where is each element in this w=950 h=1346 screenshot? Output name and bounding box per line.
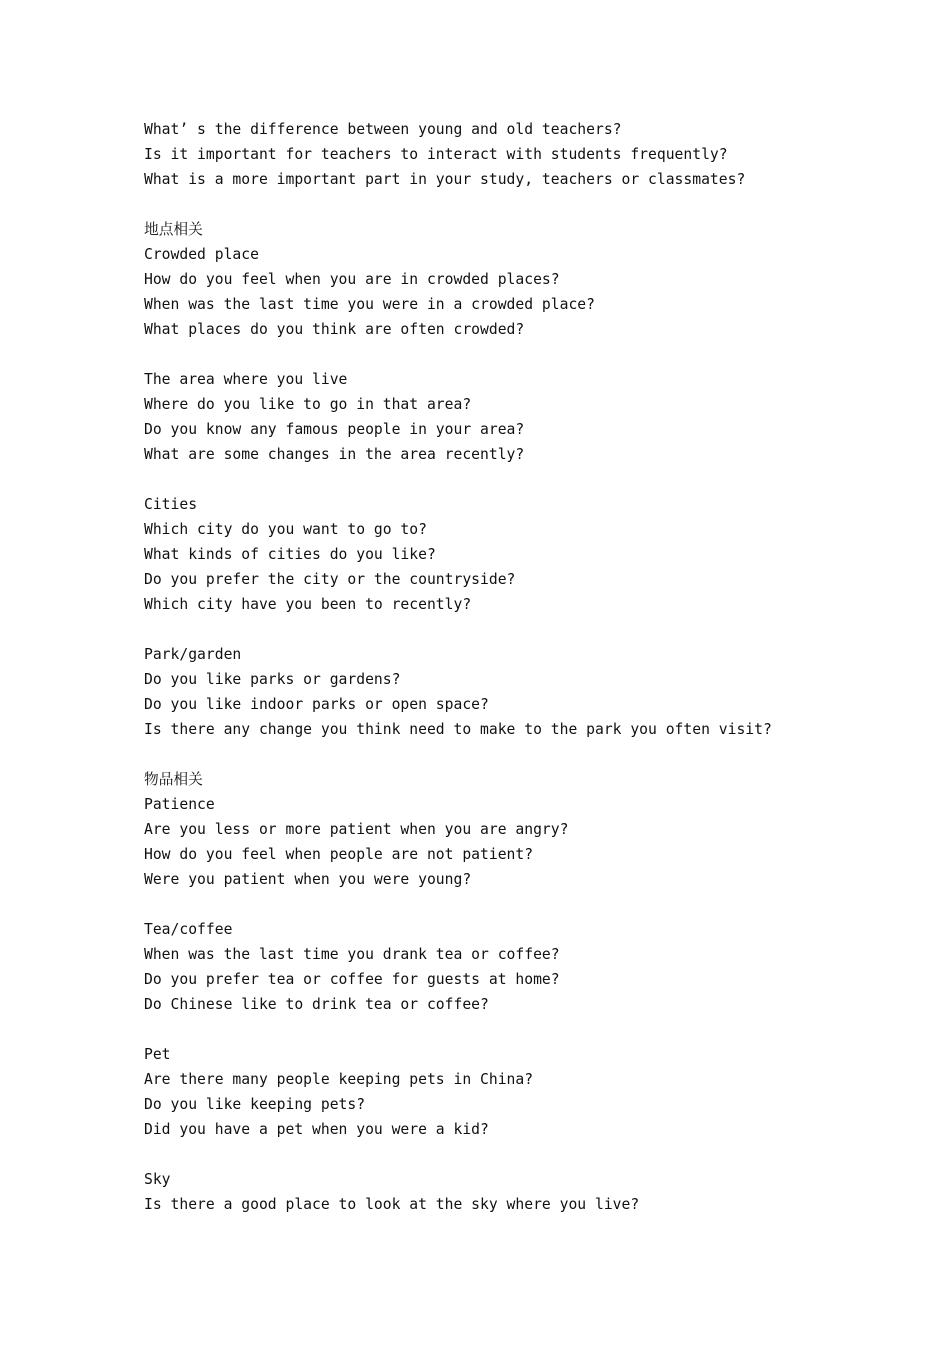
section-spacer — [144, 467, 934, 492]
question-line: What is a more important part in your study, teachers or classmates? — [144, 171, 746, 188]
section-spacer — [144, 892, 934, 917]
question-line: Do you prefer the city or the countryside? — [144, 571, 516, 588]
question-line: How do you feel when you are in crowded places? — [144, 271, 560, 288]
question-line: Do you like indoor parks or open space? — [144, 696, 489, 713]
section-spacer — [144, 742, 934, 767]
topic-title: Sky — [144, 1171, 171, 1188]
section-spacer — [144, 192, 934, 217]
question-line: Are there many people keeping pets in China? — [144, 1071, 534, 1088]
question-section — [144, 367, 934, 467]
section-spacer — [144, 617, 934, 642]
section-spacer — [144, 1142, 934, 1167]
question-line: When was the last time you were in a crowded place? — [144, 296, 595, 313]
topic-title: Cities — [144, 496, 198, 513]
question-line: Is there any change you think need to make to the park you often visit? — [144, 721, 772, 738]
question-section — [144, 642, 934, 742]
question-line: Is there a good place to look at the sky where you live? — [144, 1196, 640, 1213]
topic-title: Patience — [144, 796, 215, 813]
question-section — [144, 1042, 934, 1142]
category-heading: 物品相关 — [144, 771, 203, 788]
question-line: Which city do you want to go to? — [144, 521, 427, 538]
question-line: Where do you like to go in that area? — [144, 396, 472, 413]
document-body — [144, 117, 934, 1217]
question-section — [144, 217, 934, 342]
question-section — [144, 917, 934, 1017]
question-section — [144, 1167, 934, 1217]
question-section — [144, 492, 934, 617]
question-line: Is it important for teachers to interact with students frequently? — [144, 146, 728, 163]
question-line: Do Chinese like to drink tea or coffee? — [144, 996, 489, 1013]
topic-title: Pet — [144, 1046, 171, 1063]
topic-title: The area where you live — [144, 371, 348, 388]
question-line: What kinds of cities do you like? — [144, 546, 436, 563]
section-spacer — [144, 342, 934, 367]
category-heading: 地点相关 — [144, 221, 203, 238]
question-line: When was the last time you drank tea or coffee? — [144, 946, 560, 963]
topic-title: Park/garden — [144, 646, 242, 663]
question-line: Do you prefer tea or coffee for guests at home? — [144, 971, 560, 988]
question-line: Were you patient when you were young? — [144, 871, 472, 888]
question-line: How do you feel when people are not patient? — [144, 846, 534, 863]
question-line: Do you like parks or gardens? — [144, 671, 401, 688]
question-line: What places do you think are often crowded? — [144, 321, 525, 338]
question-line: Did you have a pet when you were a kid? — [144, 1121, 489, 1138]
topic-title: Tea/coffee — [144, 921, 233, 938]
question-section — [144, 767, 934, 892]
question-line: What’ s the difference between young and old teachers? — [144, 121, 622, 138]
section-spacer — [144, 1017, 934, 1042]
question-line: What are some changes in the area recently? — [144, 446, 525, 463]
question-line: Do you like keeping pets? — [144, 1096, 366, 1113]
question-line: Are you less or more patient when you are angry? — [144, 821, 569, 838]
question-section — [144, 117, 934, 192]
question-line: Which city have you been to recently? — [144, 596, 472, 613]
topic-title: Crowded place — [144, 246, 259, 263]
question-line: Do you know any famous people in your area? — [144, 421, 525, 438]
